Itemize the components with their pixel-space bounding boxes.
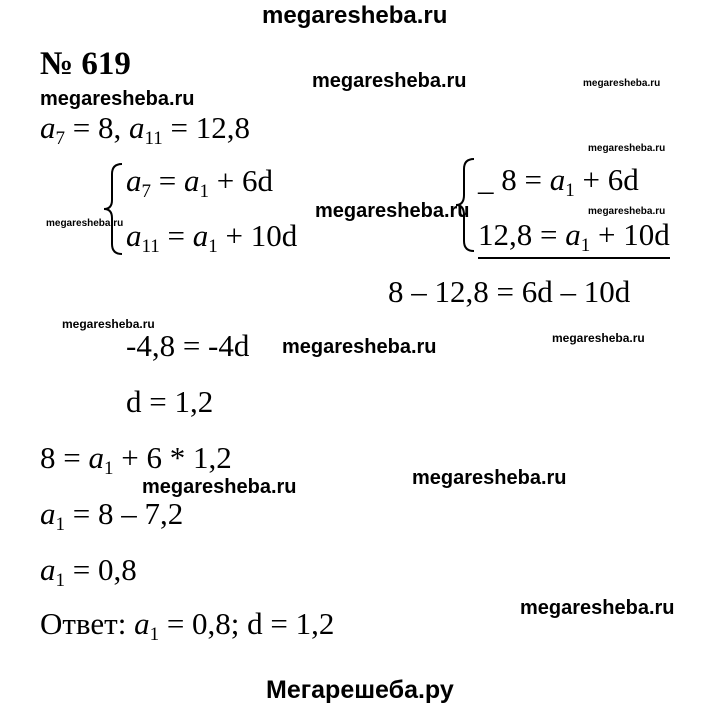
watermark: megaresheba.ru — [412, 467, 567, 489]
step-line: $a_1 = 8 - 7,2$ — [40, 496, 184, 535]
system-eq-1: $a_7 = a_1 + 6d$ — [126, 163, 273, 202]
system-brace-right — [452, 155, 478, 255]
system-eq-2: $a_{11} = a_1 + 10d$ — [126, 218, 298, 257]
given-line: $a_7 = 8$, $a_{11} = 12,8$ — [40, 110, 251, 149]
watermark: megaresheba.ru — [142, 476, 297, 498]
step-line: -4,8 = -4d — [126, 328, 250, 363]
difference-line: 8 – 12,8 = 6d – 10d — [388, 274, 631, 309]
step-line: $a_1 = 0,8$ — [40, 552, 137, 591]
watermark: megaresheba.ru — [588, 143, 666, 154]
watermark: megaresheba.ru — [40, 88, 195, 110]
watermark: megaresheba.ru — [282, 336, 437, 358]
watermark: megaresheba.ru — [588, 206, 666, 217]
watermark: megaresheba.ru — [520, 597, 675, 619]
system-brace-left — [100, 160, 126, 258]
answer-line: Ответ: $a_1 = 0,8$; d = 1,2 — [40, 606, 335, 645]
subtract-eq-1: _ $8 = a_1 + 6d$ — [478, 162, 639, 201]
watermark: megaresheba.ru — [583, 78, 661, 89]
watermark: megaresheba.ru — [62, 317, 155, 331]
problem-number: № 619 — [40, 46, 131, 82]
subtract-eq-2: $12,8 = a_1 + 10d$ — [478, 219, 670, 259]
footer-brand: Мегарешеба.ру — [266, 676, 454, 704]
watermark: megaresheba.ru — [46, 218, 124, 229]
watermark: megaresheba.ru — [262, 2, 448, 29]
step-line: $8 = a_1 + 6 * 1,2$ — [40, 440, 232, 479]
step-line: d = 1,2 — [126, 384, 214, 419]
watermark: megaresheba.ru — [312, 70, 467, 92]
watermark: megaresheba.ru — [552, 331, 645, 345]
watermark: megaresheba.ru — [315, 200, 470, 222]
